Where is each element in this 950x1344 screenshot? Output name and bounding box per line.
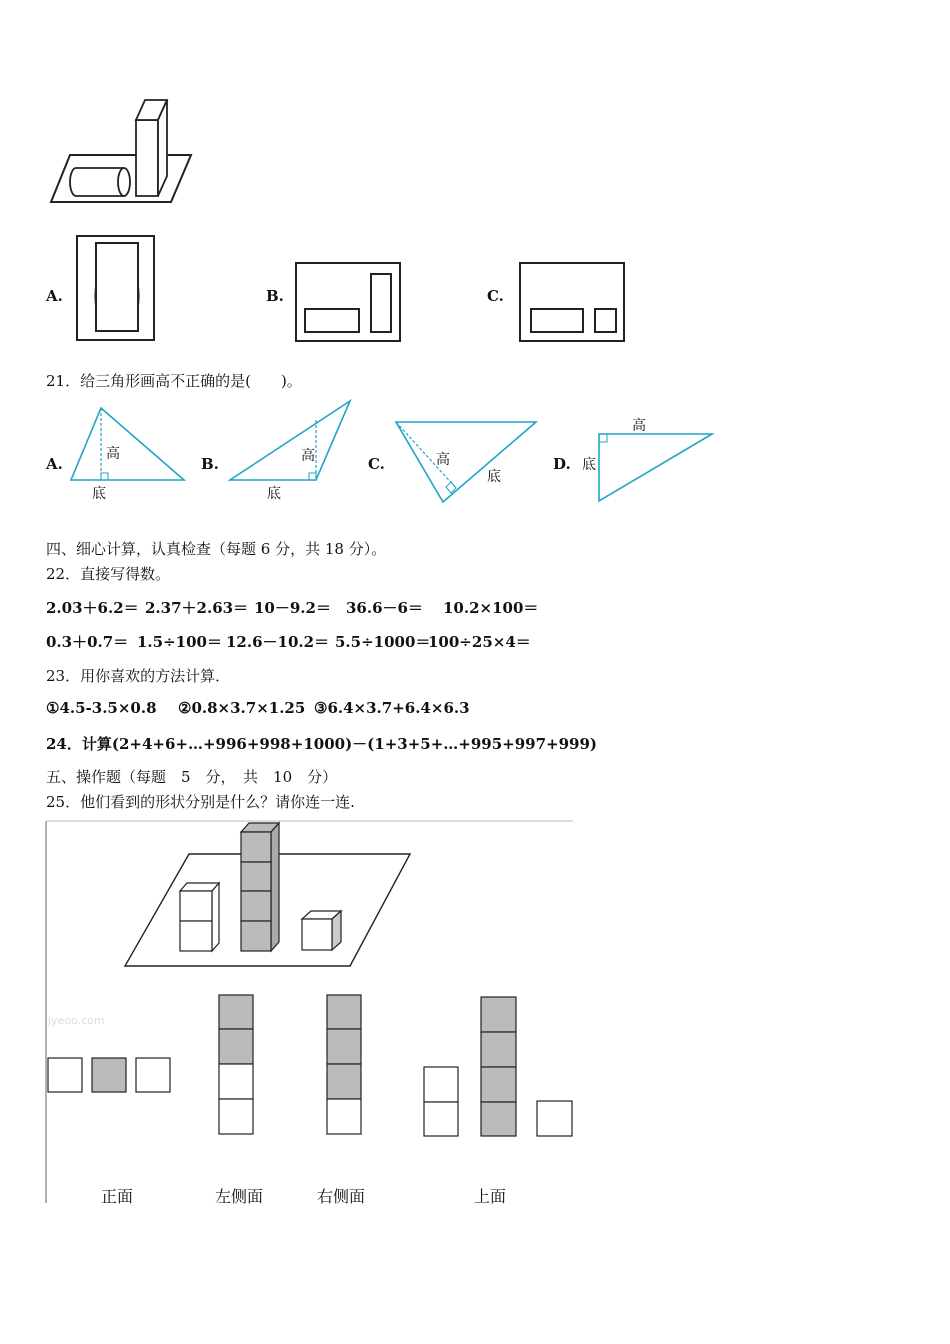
stack-two-cubes xyxy=(180,883,219,951)
q21-d-base-label: 底 xyxy=(582,457,596,473)
q20-option-b-view[interactable] xyxy=(295,262,401,342)
q21-b-height-label: 高 xyxy=(301,448,315,464)
q21-c-height-label: 高 xyxy=(436,452,450,468)
q21-option-b-label: B. xyxy=(201,455,219,473)
q22-row2-item2: 1.5÷100＝ xyxy=(137,633,222,651)
q22-row1-item1: 2.03＋6.2＝ xyxy=(46,599,139,617)
q21-option-a-label: A. xyxy=(46,455,63,473)
q21-c-base-label: 底 xyxy=(487,469,501,485)
q22-row2-item1: 0.3＋0.7＝ xyxy=(46,633,129,651)
single-cube xyxy=(302,911,341,950)
q21-option-a-triangle[interactable] xyxy=(66,400,196,510)
q21-option-d-label: D. xyxy=(553,455,571,473)
q24-stem: 24．计算(2+4+6+…+996+998+1000)－(1+3+5+…+995+997+999) xyxy=(46,735,598,753)
q23-item2: ②0.8×3.7×1.25 xyxy=(178,699,306,717)
q20-option-a-label: A. xyxy=(46,287,63,305)
q23-item1: ①4.5-3.5×0.8 xyxy=(46,699,157,717)
q21-b-base-label: 底 xyxy=(267,486,281,502)
stack-four-cubes xyxy=(241,823,279,951)
q22-row1-item4: 36.6－6＝ xyxy=(346,599,423,617)
q21-stem: 21．给三角形画高不正确的是( )。 xyxy=(46,372,302,390)
section5-title: 五、操作题（每题 5 分， 共 10 分） xyxy=(46,768,338,786)
caption-front: 正面 xyxy=(101,1187,134,1206)
view-shape-1 xyxy=(48,1058,170,1092)
q21-d-height-label: 高 xyxy=(632,418,646,434)
q20-option-b-label: B. xyxy=(266,287,284,305)
view-shape-4 xyxy=(424,997,572,1136)
q25-figure xyxy=(45,820,575,1205)
view-shape-3 xyxy=(327,995,361,1134)
q22-row1-item2: 2.37＋2.63＝ xyxy=(145,599,249,617)
q23-stem: 23．用你喜欢的方法计算． xyxy=(46,667,231,685)
q22-row1-item5: 10.2×100＝ xyxy=(443,599,539,617)
q22-row2-item5: 100÷25×4＝ xyxy=(428,633,531,651)
q21-a-base-label: 底 xyxy=(92,486,106,502)
q20-option-c-view[interactable] xyxy=(519,262,625,342)
q22-row2-item4: 5.5÷1000＝ xyxy=(335,633,431,651)
view-shape-2 xyxy=(219,995,253,1134)
caption-right-side: 右侧面 xyxy=(317,1187,366,1206)
q23-item3: ③6.4×3.7+6.4×6.3 xyxy=(314,699,470,717)
section4-title: 四、细心计算，认真检查（每题 6 分，共 18 分）。 xyxy=(46,540,387,558)
q20-option-c-label: C. xyxy=(487,287,504,305)
q22-stem: 22．直接写得数。 xyxy=(46,565,171,583)
caption-top: 上面 xyxy=(474,1187,507,1206)
q22-row1-item3: 10－9.2＝ xyxy=(254,599,331,617)
q21-option-c-triangle[interactable] xyxy=(394,420,539,506)
q20-solid-figure xyxy=(48,98,198,206)
caption-left-side: 左侧面 xyxy=(215,1187,264,1206)
q21-option-c-label: C. xyxy=(368,455,385,473)
watermark: jyeoo.com xyxy=(48,1014,105,1027)
q21-option-d-triangle[interactable] xyxy=(597,432,715,504)
q20-option-a-view[interactable] xyxy=(76,235,156,341)
q21-option-b-triangle[interactable] xyxy=(228,398,358,488)
q22-row2-item3: 12.6－10.2＝ xyxy=(226,633,330,651)
q25-stem: 25．他们看到的形状分别是什么？请你连一连. xyxy=(46,793,355,811)
q21-a-height-label: 高 xyxy=(106,446,120,462)
